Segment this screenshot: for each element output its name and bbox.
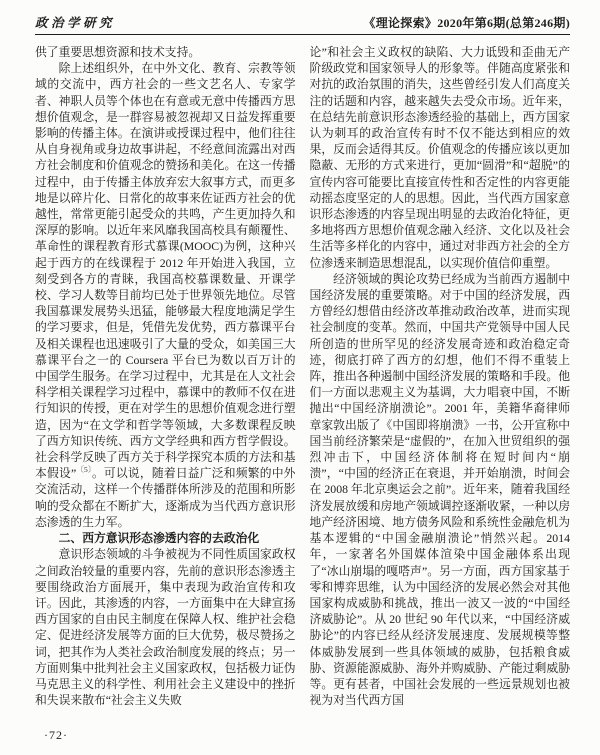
footnote-marker: 〔5〕 — [76, 465, 92, 475]
article-body — [35, 44, 570, 729]
paragraph: 除上述组织外，在中外文化、教育、宗教等领域的交流中，西方社会的一些文艺名人、专家学者、神职人员等个体也在有意或无意中传播西方思想价值观念，是一群容易被忽视却又日益发挥重要影响的传播主体。在演讲或授课过程中，他们往往从自身视角或身边故事讲起，不经意间流露出对西方社会制度和价值观念的赞扬和美化。在这一传播过程中，由于传播主体放弃宏大叙事方式，而更多地是以碎片化、日常化的故事来佐证西方社会的优越性，常常更能引起受众的共鸣，产生更加持久和深厚的影响。以近年来风靡我国高校具有颠覆性、革命性的课程教育形式慕课(MOOC)为例，这种兴起于西方的在线课程于 2012 年开始进入我国，立刻受到各方的青睐，我国高校慕课数量、开课学校、学习人数等目前均已处于世界领先地位。尽管我国慕课发展势头迅猛，能够最大程度地满足学生的学习要求，但是，凭借先发优势，西方慕课平台及相关课程也迅速吸引了大量的受众，如美国三大慕课平台之一的 Coursera 平台已为数以百万计的中国学生服务。在学习过程中，尤其是在人文社会科学相关课程学习过程中，慕课中的教师不仅在进行知识的传授，更在对学生的思想价值观念进行塑造，因为“在文学和哲学等领域，大多数课程反映了西方知识传统、西方文学经典和西方哲学假设。社会科学反映了西方关于科学探究本质的方法和基本假设”$^{〔5〕}$。可以说，随着日益广泛和频繁的中外交流活动，这样一个传播群体所涉及的范围和所影响的受众都在不断扩大，逐渐成为当代西方意识形态渗透的生力军。 — [35, 61, 296, 529]
page-number: ·72· — [44, 728, 68, 742]
paragraph: 意识形态领域的斗争被视为不同性质国家政权之间政治较量的重要内容，先前的意识形态渗透主要围绕政治方面展开，集中表现为政治宣传和攻讦。因此，其渗透的内容，一方面集中在大肆宣扬西方国家的自由民主制度在保障人权、维护社会稳定、促进经济发展等方面的巨大优势，极尽赞扬之词，把其作为人类社会政治制度发展的终点；另一方面则集中批判社会主义国家政权，包括极力证伪马克思主义的科学性、利用社会主义建设中的挫折和失误来散布“社会主义失败 — [35, 547, 296, 708]
paragraph: 经济领域的舆论攻势已经成为当前西方遏制中国经济发展的重要策略。对于中国的经济发展，西方曾经幻想借由经济改革推动政治改革，进而实现社会制度的变革。然而，中国共产党领导中国人民所创造的世所罕见的经济发展奇迹和政治稳定奇迹，彻底打碎了西方的幻想，他们不得不重装上阵，推出各种遏制中国经济发展的策略和手段。他们一方面以悲观主义为基调，大力唱衰中国，不断抛出“中国经济崩溃论”。2001 年，美籍华裔律师章家敦出版了《中国即将崩溃》一书，公开宣称中国当前经济繁荣是“虚假的”，在加入世贸组织的强烈冲击下，中国经济体制将在短时间内“崩溃”，“中国的经济正在衰退，并开始崩溃，时间会在 2008 年北京奥运会之前”。近年来，随着我国经济发展放缓和房地产领域调控逐渐收紧，一种以房地产经济困境、地方债务风险和系统性金融危机为基本逻辑的“中国金融崩溃论”悄然兴起。2014 年，一家著名外国媒体渲染中国金融体系出现了“冰山崩塌的嘎嗒声”。另一方面，西方国家基于零和博弈思维，认为中国经济的发展必然会对其他国家构成威胁和挑战，推出一波又一波的“中国经济威胁论”。从 20 世纪 90 年代以来，“中国经济威胁论”的内容已经从经济发展速度、发展规模等整体威胁发展到一些具体领域的威胁，包括粮食威胁、资源能源威胁、海外并购威胁、产能过剩威胁等。更有甚者，中国社会发展的一些远景规划也被视为对当代西方国 — [309, 271, 570, 708]
page-footer — [44, 728, 68, 743]
left-column — [35, 44, 296, 729]
page-header — [35, 13, 570, 35]
paragraph: 论”和社会主义政权的缺陷、大力诋毁和歪曲无产阶级政党和国家领导人的形象等。伴随高度紧张和对抗的政治氛围的消失，这些曾经引发人们高度关注的话题和内容，越来越失去受众市场。近年来，在总结先前意识形态渗透经验的基础上，西方国家认为刺耳的政治宣传有时不仅不能达到相应的效果，反而会适得其反。价值观念的传播应该以更加隐蔽、无形的方式来进行，更加“圆滑”和“超脱”的宣传内容可能要比直接宣传性和否定性的内容更能动摇态度坚定的人的思想。因此，当代西方国家意识形态渗透的内容呈现出明显的去政治化特征，更多地将西方思想价值观念融入经济、文化以及社会生活等多样化的内容中，通过对非西方社会的全方位渗透来制造思想混乱，以实现价值信仰重塑。 — [309, 45, 570, 270]
journal-column-title: 政治学研究 — [35, 16, 116, 30]
paragraph: 供了重要思想资源和技术支持。 — [35, 45, 201, 59]
journal-issue-info: 《理论探索》2020年第6期(总第246期) — [363, 16, 570, 30]
section-heading: 二、西方意识形态渗透内容的去政治化 — [58, 531, 260, 546]
right-column — [310, 44, 571, 729]
